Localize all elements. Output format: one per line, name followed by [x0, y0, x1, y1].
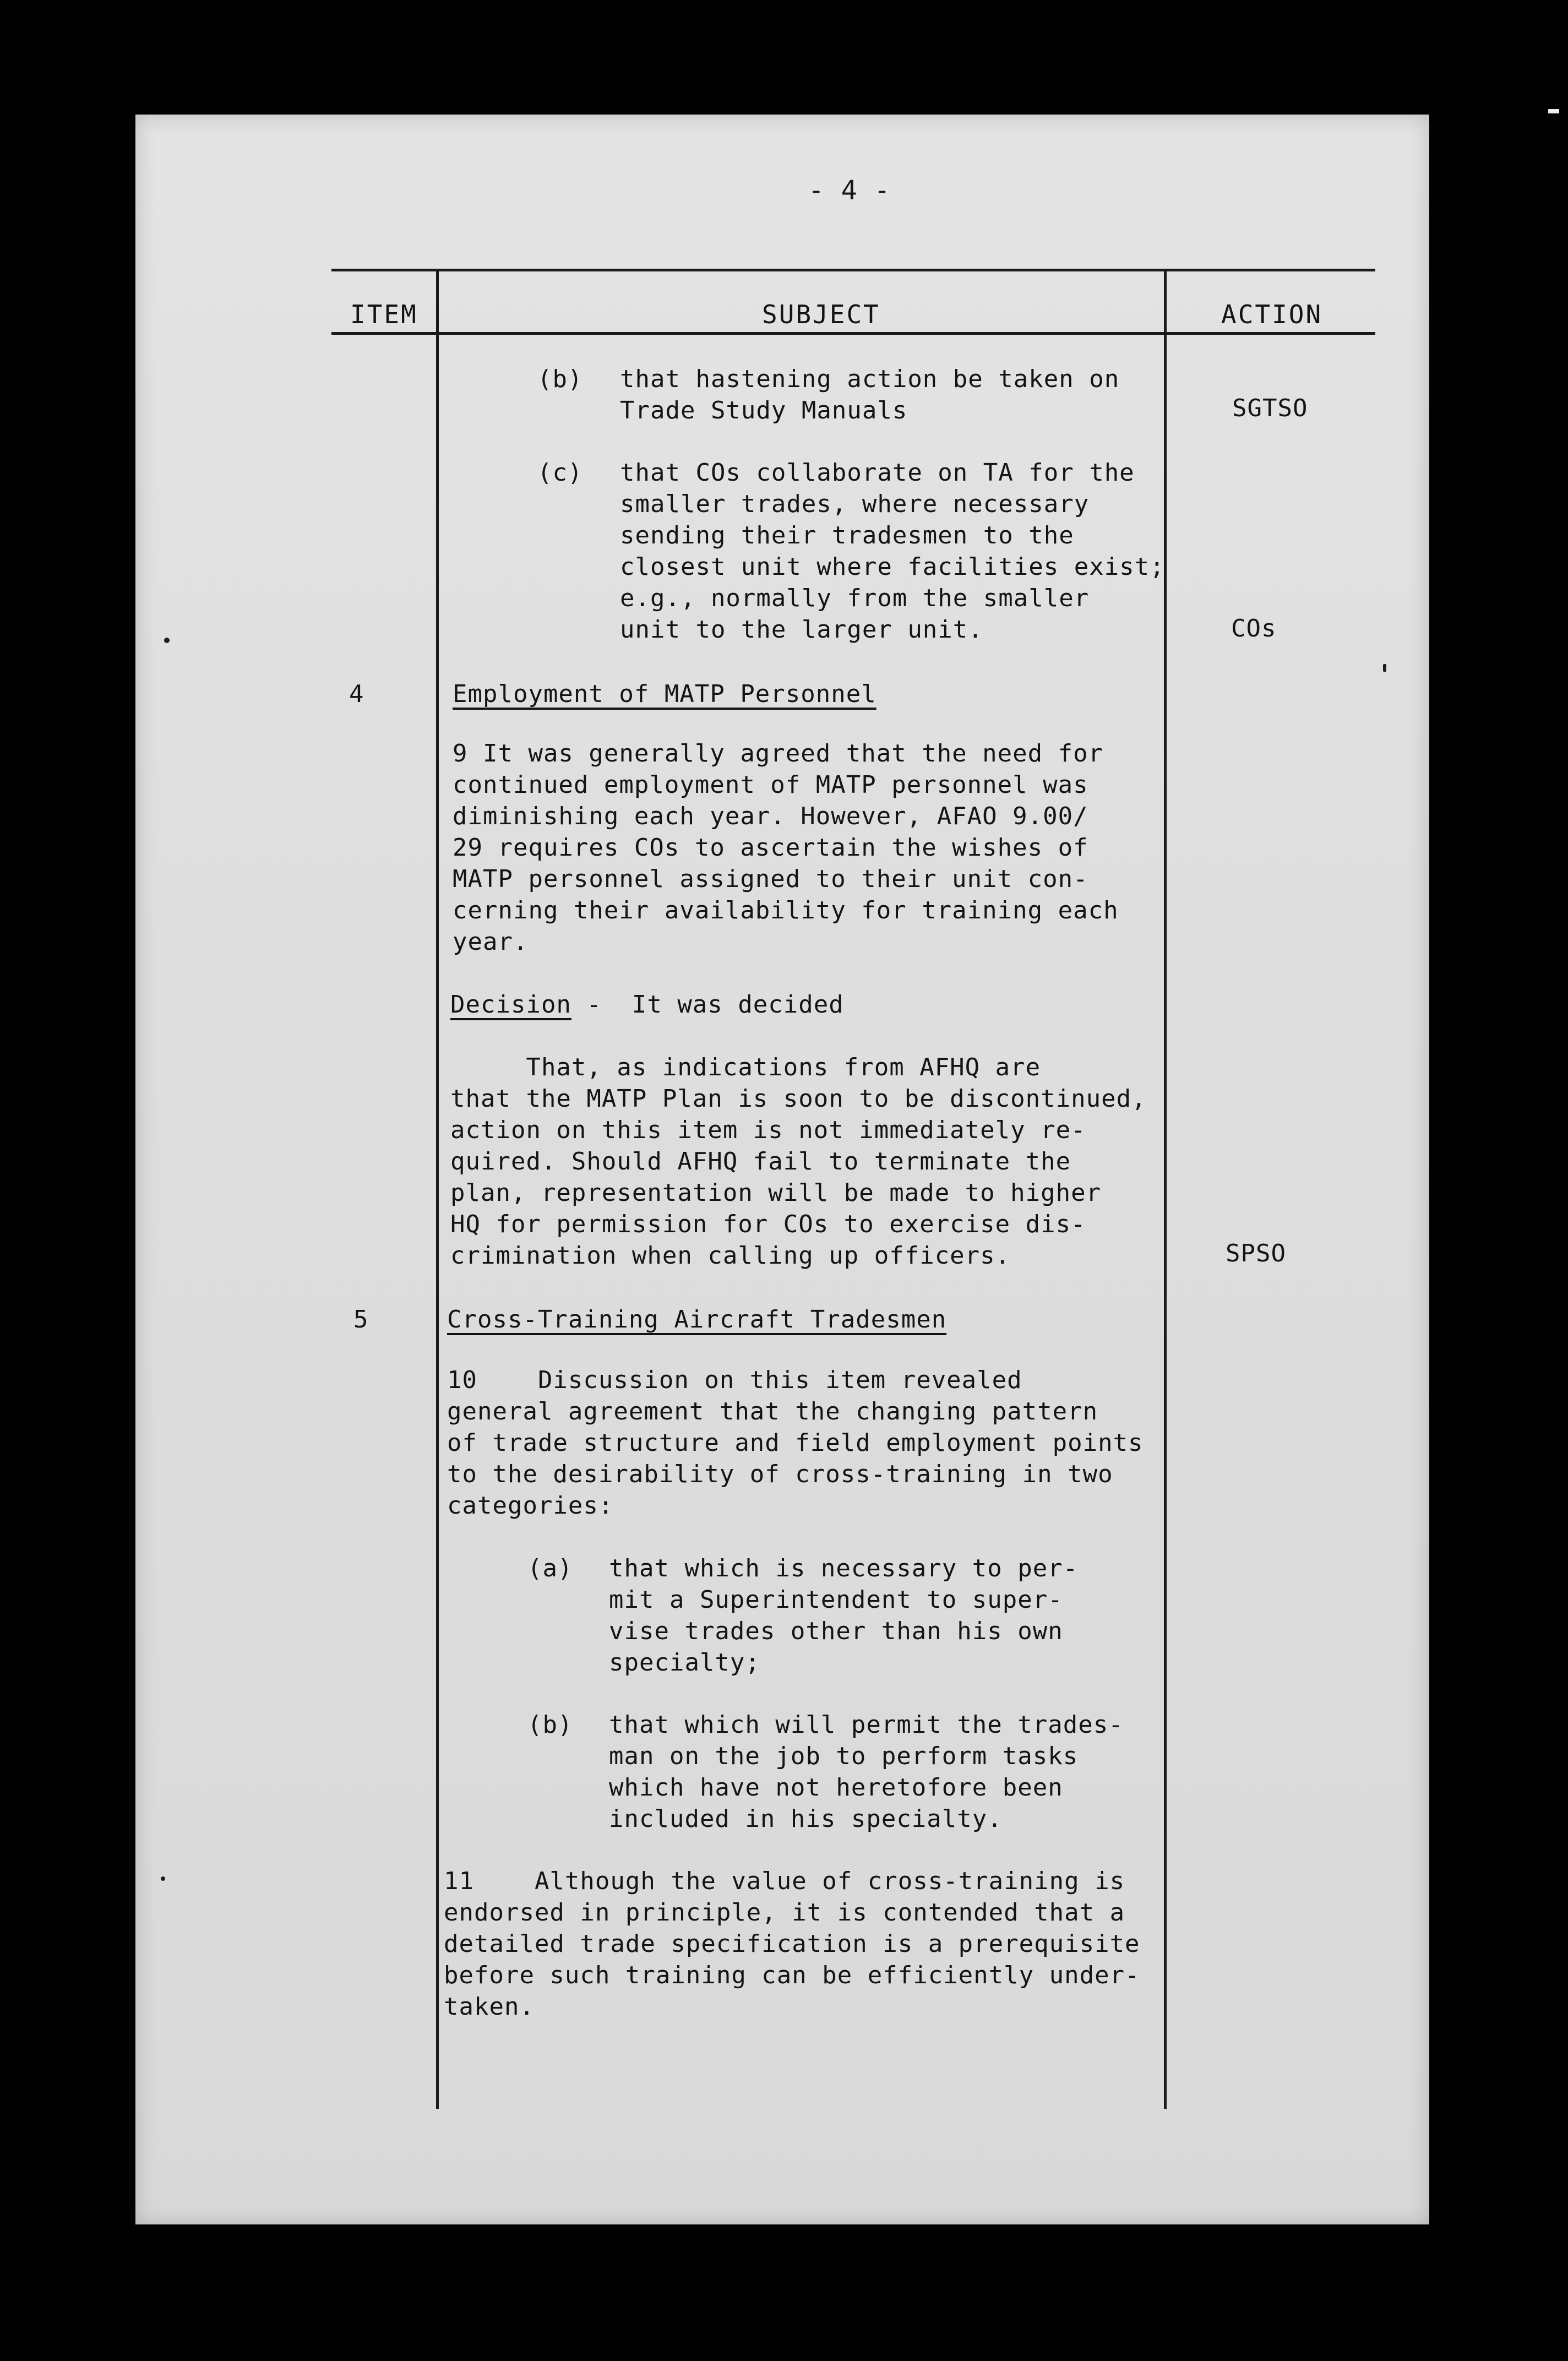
paragraph-line: to the desirability of cross-training in two: [447, 1460, 1113, 1488]
paragraph-line: 9 It was generally agreed that the need for: [453, 739, 1104, 768]
subitem-text-line: closest unit where facilities exist;: [620, 553, 1165, 581]
paragraph-line: MATP personnel assigned to their unit con-: [453, 865, 1088, 893]
item-heading: Employment of MATP Personnel: [453, 680, 876, 708]
subitem-marker: (a): [527, 1554, 573, 1582]
item-heading: Cross-Training Aircraft Tradesmen: [447, 1305, 947, 1334]
subitem-text-line: that hastening action be taken on: [620, 365, 1120, 393]
decision-rest: - It was decided: [571, 991, 844, 1019]
subitem-text-line: specialty;: [609, 1649, 760, 1677]
paragraph-line: year.: [453, 928, 529, 956]
action-column-divider: [1164, 270, 1167, 2109]
paragraph-line: 11 Although the value of cross-training is: [444, 1867, 1125, 1895]
paragraph-line: endorsed in principle, it is contended that a: [444, 1898, 1125, 1927]
scan-speck: [1548, 109, 1559, 113]
action-code: SGTSO: [1232, 394, 1308, 422]
column-header-action: ACTION: [1221, 300, 1323, 329]
paragraph-line: of trade structure and field employment points: [447, 1429, 1144, 1457]
table-header-rule: [331, 332, 1375, 335]
subitem-text-line: included in his specialty.: [609, 1805, 1003, 1833]
scan-speck: [1383, 664, 1386, 672]
paragraph-line: That, as indications from AFHQ are: [450, 1053, 1041, 1081]
page-number: - 4 -: [808, 175, 891, 206]
subitem-text-line: that COs collaborate on TA for the: [620, 459, 1135, 487]
paragraph-line: 29 requires COs to ascertain the wishes of: [453, 834, 1088, 862]
paragraph-line: that the MATP Plan is soon to be discontinued,: [450, 1085, 1147, 1113]
subitem-marker: (b): [527, 1711, 573, 1739]
paragraph-line: action on this item is not immediately re-: [450, 1116, 1086, 1144]
scan-speck: [161, 1876, 165, 1881]
item-column-divider: [436, 270, 439, 2109]
subitem-text-line: unit to the larger unit.: [620, 616, 983, 644]
paragraph-line: taken.: [444, 1993, 535, 2021]
subitem-text-line: mit a Superintendent to super-: [609, 1586, 1063, 1614]
paragraph-line: plan, representation will be made to higher: [450, 1179, 1102, 1207]
subitem-text-line: man on the job to perform tasks: [609, 1742, 1079, 1770]
subitem-text-line: smaller trades, where necessary: [620, 490, 1090, 518]
subitem-text-line: that which will permit the trades-: [609, 1711, 1124, 1739]
column-header-subject: SUBJECT: [762, 300, 880, 329]
paragraph-line: continued employment of MATP personnel was: [453, 771, 1088, 799]
paragraph-line: crimination when calling up officers.: [450, 1242, 1011, 1270]
paragraph-line: HQ for permission for COs to exercise dis-: [450, 1210, 1086, 1238]
action-code: SPSO: [1226, 1239, 1286, 1267]
table-top-rule: [331, 269, 1375, 271]
column-header-item: ITEM: [350, 300, 418, 329]
scan-speck: [164, 638, 170, 643]
decision-line: [450, 989, 844, 1020]
subitem-text-line: vise trades other than his own: [609, 1617, 1063, 1645]
paragraph-line: diminishing each year. However, AFAO 9.00/: [453, 802, 1088, 830]
subitem-marker: (b): [537, 365, 583, 393]
paragraph-line: before such training can be efficiently under-: [444, 1961, 1140, 1989]
paragraph-line: cerning their availability for training each: [453, 896, 1119, 924]
paragraph-line: detailed trade specification is a prerequisite: [444, 1930, 1140, 1958]
item-number: 5: [353, 1305, 369, 1334]
subitem-marker: (c): [537, 459, 583, 487]
action-code: COs: [1231, 614, 1277, 643]
subitem-text-line: which have not heretofore been: [609, 1774, 1063, 1802]
paragraph-line: categories:: [447, 1492, 614, 1520]
decision-label: Decision: [450, 991, 571, 1019]
subitem-text-line: sending their tradesmen to the: [620, 521, 1074, 550]
paragraph-line: quired. Should AFHQ fail to terminate the: [450, 1147, 1071, 1176]
subitem-text-line: Trade Study Manuals: [620, 396, 908, 425]
item-number: 4: [349, 680, 364, 708]
paragraph-line: 10 Discussion on this item revealed: [447, 1366, 1022, 1394]
subitem-text-line: that which is necessary to per-: [609, 1554, 1079, 1582]
paragraph-line: general agreement that the changing pattern: [447, 1397, 1098, 1426]
subitem-text-line: e.g., normally from the smaller: [620, 584, 1090, 612]
